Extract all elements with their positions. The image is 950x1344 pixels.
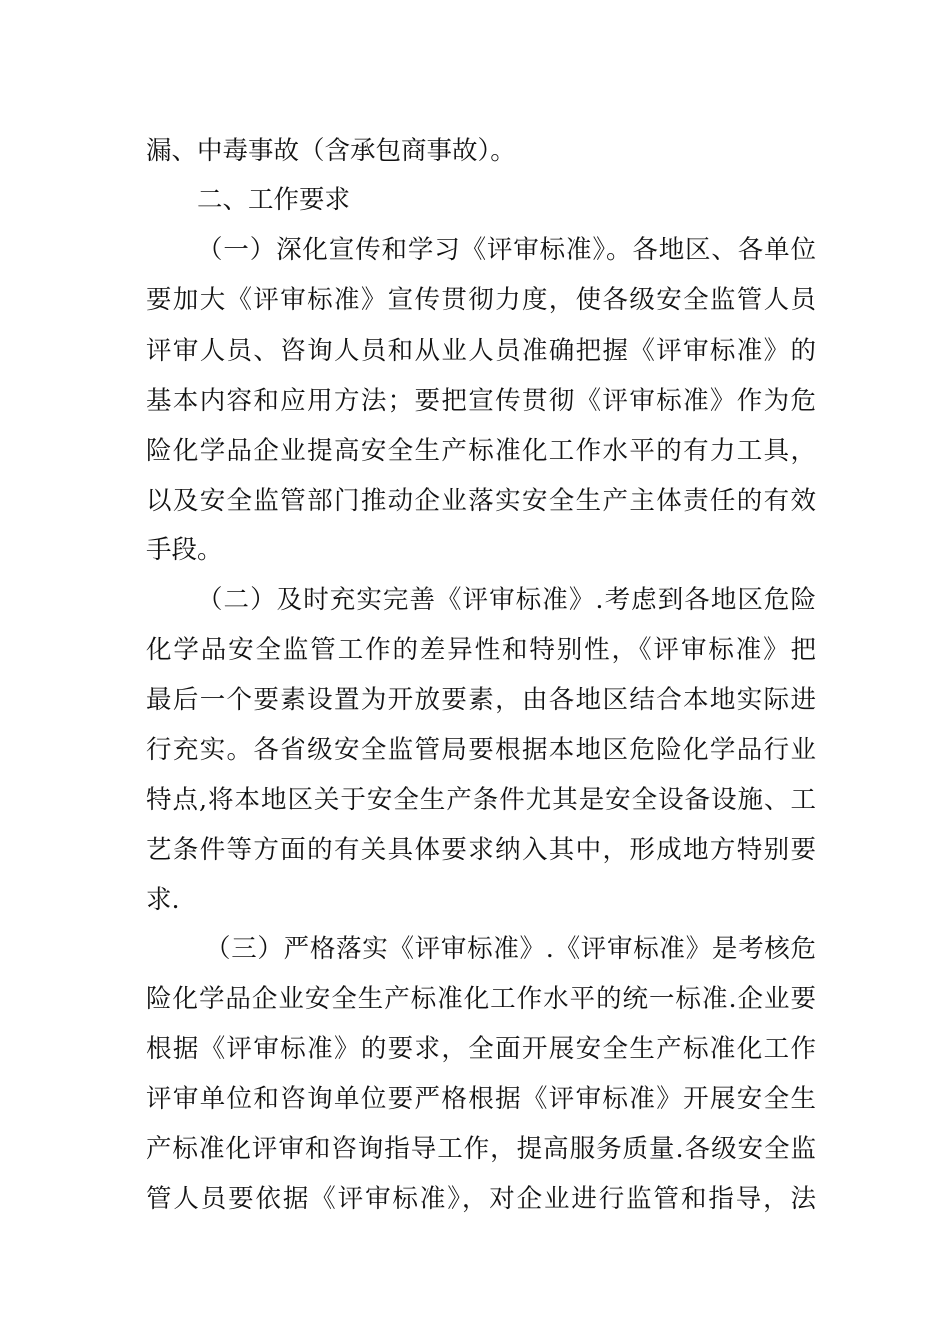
text-line: 手段。 [146,535,223,565]
text-line: 化学品安全监管工作的差异性和特别性，《评审标准》把 [146,635,816,665]
section-heading: 二、工作要求 [197,185,351,215]
text-line: 特点,将本地区关于安全生产条件尤其是安全设备设施、工 [146,785,816,815]
text-line: 评审单位和咨询单位要严格根据《评审标准》开展安全生 [146,1084,816,1114]
text-line: （三）严格落实《评审标准》.《评审标准》是考核危 [205,934,816,964]
text-line: 最后一个要素设置为开放要素，由各地区结合本地实际进 [146,685,816,715]
text-line: 险化学品企业安全生产标准化工作水平的统一标准.企业要 [146,984,816,1014]
text-line: 艺条件等方面的有关具体要求纳入其中，形成地方特别要 [146,835,816,865]
text-line: 险化学品企业提高安全生产标准化工作水平的有力工具， [146,436,816,466]
text-line: 求. [146,885,180,915]
text-line: （二）及时充实完善《评审标准》.考虑到各地区危险 [197,585,816,615]
text-line: 产标准化评审和咨询指导工作，提高服务质量.各级安全监 [146,1134,816,1164]
text-line: 根据《评审标准》的要求，全面开展安全生产标准化工作 [146,1034,816,1064]
text-line: 行充实。各省级安全监管局要根据本地区危险化学品行业 [146,735,816,765]
text-line: 以及安全监管部门推动企业落实安全生产主体责任的有效 [146,486,816,516]
text-line: 评审人员、咨询人员和从业人员准确把握《评审标准》的 [146,336,816,366]
text-line: （一）深化宣传和学习《评审标准》。各地区、各单位 [197,235,816,265]
text-line: 漏、中毒事故（含承包商事故）。 [146,136,516,166]
text-line: 管人员要依据《评审标准》，对企业进行监管和指导，法 [146,1184,816,1214]
text-line: 基本内容和应用方法；要把宣传贯彻《评审标准》作为危 [146,386,816,416]
text-line: 要加大《评审标准》宣传贯彻力度，使各级安全监管人员 [146,285,816,315]
